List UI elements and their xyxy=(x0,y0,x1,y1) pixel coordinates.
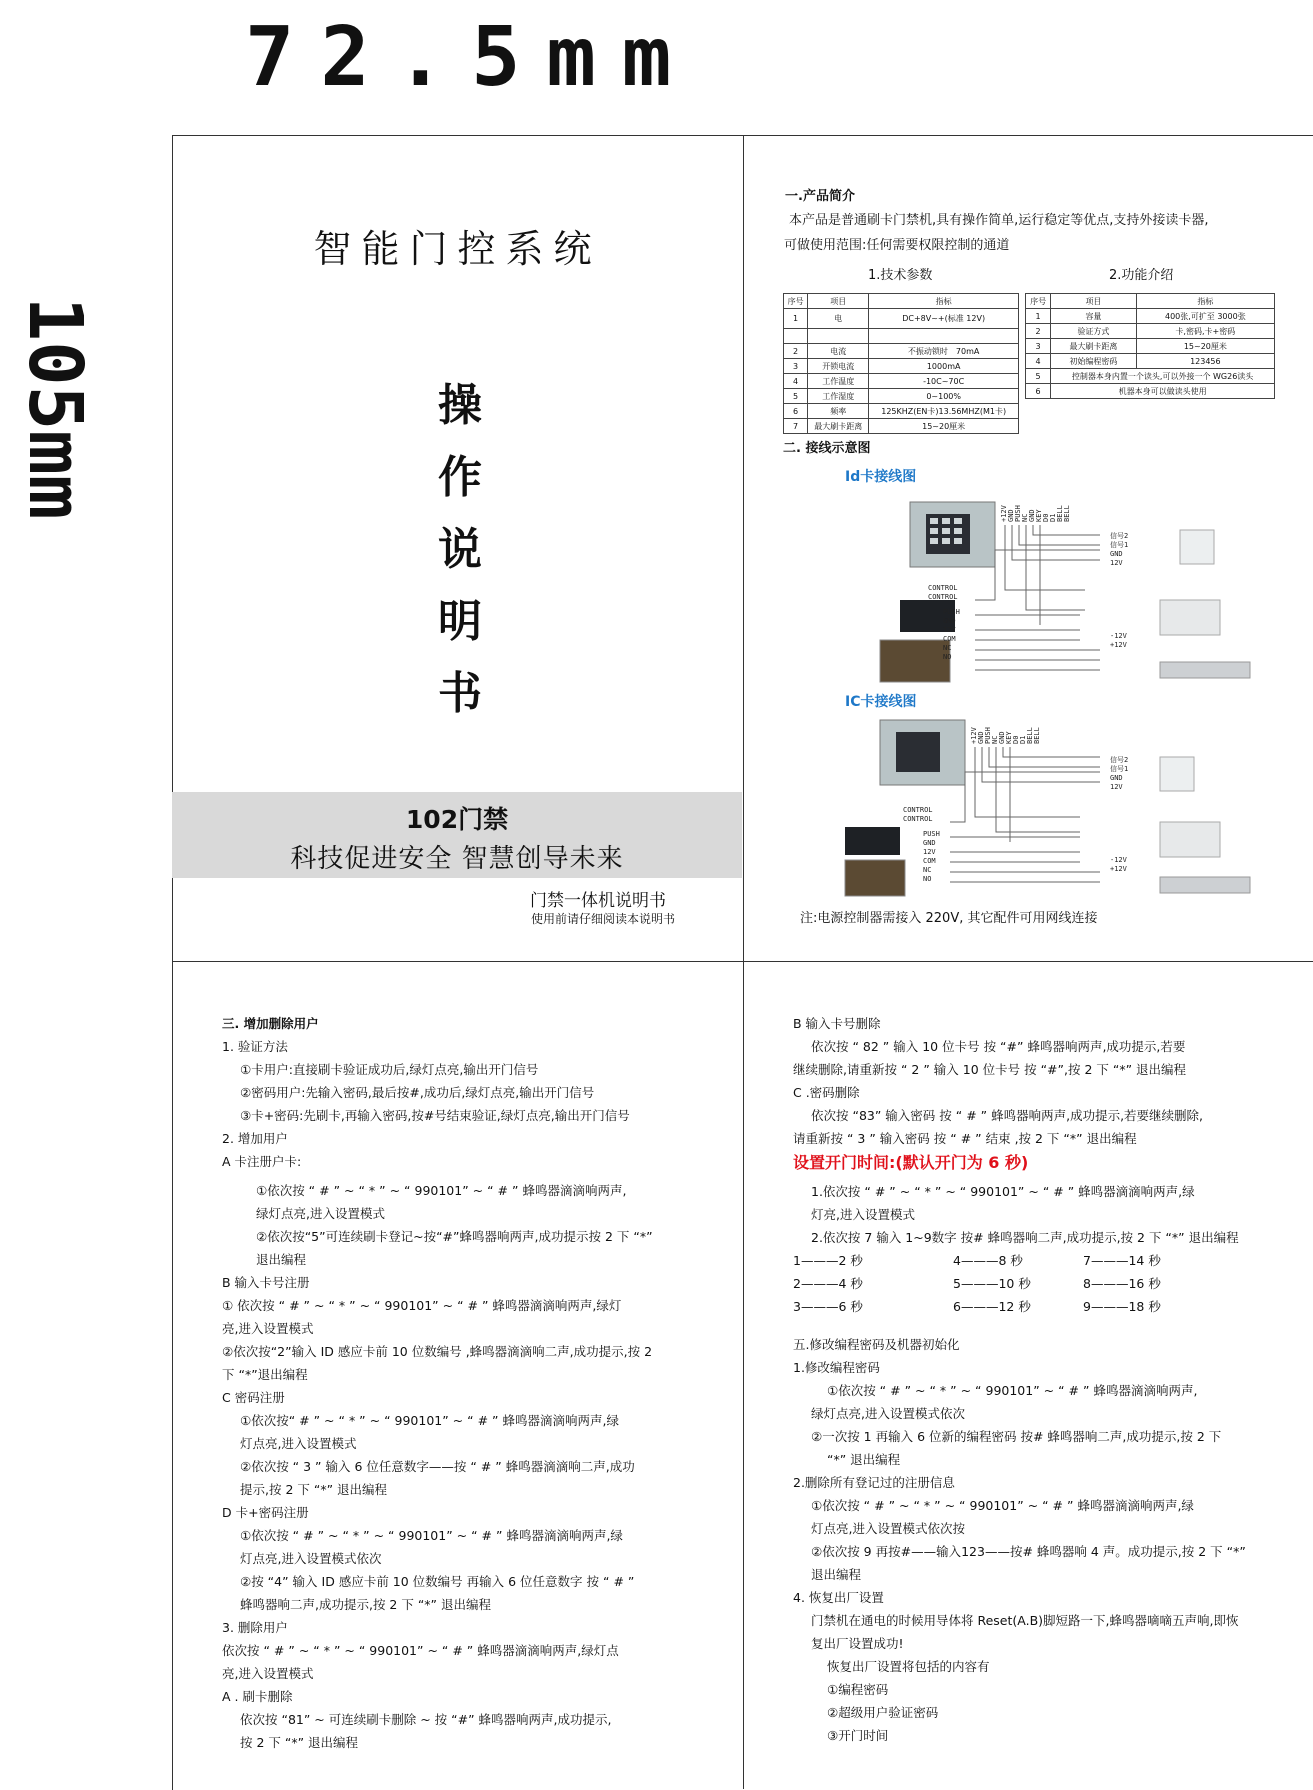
svg-text:CONTROL: CONTROL xyxy=(928,584,958,592)
svg-text:GND: GND xyxy=(977,731,985,744)
tech-params-title: 1.技术参数 xyxy=(868,268,933,283)
cover-note: 使用前请仔细阅读本说明书 xyxy=(531,912,676,926)
vertical-divider xyxy=(743,135,744,1789)
svg-text:12V: 12V xyxy=(1110,559,1123,567)
svg-text:GND: GND xyxy=(923,839,936,847)
svg-text:GND: GND xyxy=(998,731,1006,744)
tech-params-table: 序号 项目 指标 1 电 DC+8V~+(标准 12V) 2 电流 不振动锁时 70mA 3 开锁电流 1000mA 4 工作温度 -10C~70C 5 工作湿度 0~100% 6 频率 125KHZ(EN卡)13.56MHZ(M1卡) 7 最大刷卡距离 15~20厘米 xyxy=(783,293,1019,434)
door-time-title: 设置开门时间:(默认开门为 6 秒) xyxy=(793,1153,1029,1172)
svg-text:COM: COM xyxy=(923,857,936,865)
svg-text:+12V: +12V xyxy=(1110,641,1127,649)
id-card-wiring-diagram xyxy=(780,490,1260,690)
intro-line2: 可做使用范围:任何需要权限控制的通道 xyxy=(784,238,1010,253)
svg-text:D1: D1 xyxy=(1019,735,1027,744)
svg-text:GND: GND xyxy=(1110,550,1123,558)
svg-text:D0: D0 xyxy=(1042,513,1050,522)
maglock-device xyxy=(1160,662,1250,678)
ic-card-wiring-diagram xyxy=(780,712,1260,902)
svg-text:GND: GND xyxy=(943,617,956,625)
page3-text: 三. 增加删除用户 1. 验证方法 ①卡用户:直接刷卡验证成功后,绿灯点亮,输出开门信号 ②密码用户:先输入密码,最后按#,成功后,绿灯点亮,输出开门信号 ③卡+密码:先刷卡,再输入密码,按#号结束验证,绿灯点亮,输出开门信号 2. 增加用户 A 卡注册户卡: ①依次按 “ # ” ~ “ * ” ~ “ 990101” ~ “ # ” 蜂鸣器滴滴响两声, 绿灯点亮,进入设置模式 ②依次按“5”可连续刷卡登记~按“#”蜂鸣器响两声,成功提示按 2 下 “*” 退出编程 B 输入卡号注册 ① 依次按 “ # ” ~ “ * ” ~ “ 990101” ~ “ # ” 蜂鸣器滴滴响两声,绿灯 亮,进入设置模式 ②依次按“2”输入 ID 感应卡前 10 位数编号 ,蜂鸣器滴滴响二声,成功提示,按 2 下 “*”退出编程 C 密码注册 ①依次按“ # ” ~ “ * ” ~ “ 990101” ~ “ # ” 蜂鸣器滴滴响两声,绿 灯点亮,进入设置模式 ②依次按 “ 3 ” 输入 6 位任意数字——按 “ # ” 蜂鸣器滴滴响二声,成功 提示,按 2 下 “*” 退出编程 D 卡+密码注册 ①依次按 “ # ” ~ “ * ” ~ “ 990101” ~ “ # ” 蜂鸣器滴滴响两声,绿 灯点亮,进入设置模式依次 ②按 “4” 输入 ID 感应卡前 10 位数编号 再输入 6 位任意数字 按 “ # ” 蜂鸣器响二声,成功提示,按 2 下 “*” 退出编程 3. 删除用户 依次按 “ # ” ~ “ * ” ~ “ 990101” ~ “ # ” 蜂鸣器滴滴响两声,绿灯点 亮,进入设置模式 A . 刷卡删除 依次按 “81” ~ 可连续刷卡删除 ~ 按 “#” 蜂鸣器响两声,成功提示, 按 2 下 “*” 退出编程 xyxy=(222,1016,653,1750)
page4-top-text: B 输入卡号删除 依次按 “ 82 ” 输入 10 位卡号 按 “#” 蜂鸣器响两声,成功提示,若要 继续删除,请重新按 “ 2 ” 输入 10 位卡号 按 “#”,按 2 下 “*” 退出编程 C .密码删除 依次按 “83” 输入密码 按 “ # ” 蜂鸣器响两声,成功提示,若要继续删除, 请重新按 “ 3 ” 输入密码 按 “ # ” 结束 ,按 2 下 “*” 退出编程 xyxy=(793,1016,1204,1146)
svg-text:D1: D1 xyxy=(1049,513,1057,522)
svg-text:GND: GND xyxy=(1110,774,1123,782)
cover-model: 102门禁 xyxy=(405,805,509,834)
reader-device xyxy=(1160,822,1220,857)
svg-text:+12V: +12V xyxy=(1000,505,1008,522)
cover-subtitle: 门禁一体机说明书 xyxy=(530,891,666,911)
cover-vertical-title: 操 作 说 明 书 xyxy=(438,380,482,719)
svg-text:BELL: BELL xyxy=(1063,505,1071,522)
ic-card-diagram-title: IC卡接线图 xyxy=(845,694,917,710)
maglock-device xyxy=(1160,877,1250,893)
svg-text:PUSH: PUSH xyxy=(943,608,960,616)
svg-text:-12V: -12V xyxy=(1110,856,1127,864)
svg-text:BELL: BELL xyxy=(1056,505,1064,522)
page4-bottom-text: 五.修改编程密码及机器初始化 1.修改编程密码 ①依次按 “ # ” ~ “ * ” ~ “ 990101” ~ “ # ” 蜂鸣器滴滴响两声, 绿灯点亮,进入设置模式依次 ②一次按 1 再输入 6 位新的编程密码 按# 蜂鸣器响二声,成功提示,按 2 下 “*” 退出编程 2.删除所有登记过的注册信息 ①依次按 “ # ” ~ “ * ” ~ “ 990101” ~ “ # ” 蜂鸣器滴滴响两声,绿 灯点亮,进入设置模式依次按 ②依次按 9 再按#——输入123——按# 蜂鸣器响 4 声。成功提示,按 2 下 “*” 退出编程 4. 恢复出厂设置 门禁机在通电的时候用导体将 Reset(A.B)脚短路一下,蜂鸣器嘀嘀五声响,即恢 复出厂设置成功! 恢复出厂设置将包括的内容有 ①编程密码 ②超级用户验证密码 ③开门时间 xyxy=(793,1337,1246,1743)
svg-text:CONTROL: CONTROL xyxy=(928,593,958,601)
width-dimension-label: 72.5mm xyxy=(245,10,698,105)
id-card-diagram-title: Id卡接线图 xyxy=(845,469,917,485)
function-table: 序号 项目 指标 1 容量 400张,可扩至 3000张 2 验证方式 卡,密码,卡+密码 3 最大刷卡距离 15~20厘米 4 初始编程密码 123456 5 控制器本身内置一个读头,可以外接一个 WG26读头 6 机器本身可以做读头使用 xyxy=(1025,293,1275,399)
intro-heading: 一.产品简介 xyxy=(785,189,855,204)
reader-device xyxy=(1160,600,1220,635)
door-time-text: 1.依次按 “ # ” ~ “ * ” ~ “ 990101” ~ “ # ” 蜂鸣器滴滴响两声,绿 灯亮,进入设置模式 2.依次按 7 输入 1~9数字 按# 蜂鸣器响二声,成功提示,按 2 下 “*” 退出编程 xyxy=(811,1184,1239,1245)
power-board xyxy=(845,860,905,896)
svg-text:12V: 12V xyxy=(1110,783,1123,791)
svg-text:BELL: BELL xyxy=(1033,727,1041,744)
svg-text:-12V: -12V xyxy=(1110,632,1127,640)
svg-text:PUSH: PUSH xyxy=(923,830,940,838)
horizontal-divider xyxy=(172,961,1313,962)
cover-slogan-band xyxy=(172,792,742,878)
svg-text:PUSH: PUSH xyxy=(1014,505,1022,522)
svg-text:12V: 12V xyxy=(923,848,936,856)
svg-text:+12V: +12V xyxy=(970,727,978,744)
svg-text:NC: NC xyxy=(991,735,999,744)
svg-text:KEY: KEY xyxy=(1035,509,1043,522)
svg-text:信号1: 信号1 xyxy=(1110,765,1129,773)
svg-text:12V: 12V xyxy=(943,626,956,634)
svg-text:NC: NC xyxy=(943,644,952,652)
svg-text:CONTROL: CONTROL xyxy=(903,815,933,823)
intro-line1: 本产品是普通刷卡门禁机,具有操作简单,运行稳定等优点,支持外接读卡器, xyxy=(789,213,1209,228)
svg-text:NC: NC xyxy=(923,866,932,874)
svg-text:BELL: BELL xyxy=(1026,727,1034,744)
controller-device xyxy=(845,827,900,855)
svg-text:NC: NC xyxy=(1021,513,1029,522)
svg-text:信号2: 信号2 xyxy=(1110,756,1129,764)
svg-text:CONTROL: CONTROL xyxy=(903,806,933,814)
door-time-table: 1———2 秒 4———8 秒 7———14 秒 2———4 秒 5———10 秒 8———16 秒 3———6 秒 6———12 秒 9———18 秒 xyxy=(793,1253,1161,1314)
cover-slogan: 科技促进安全 智慧创导未来 xyxy=(290,844,624,874)
cover-title: 智能门控系统 xyxy=(313,227,602,271)
height-dimension-label: 105mm xyxy=(12,296,98,520)
svg-text:COM: COM xyxy=(943,635,956,643)
svg-text:NO: NO xyxy=(943,653,952,661)
power-board xyxy=(880,640,950,682)
wiring-note: 注:电源控制器需接入 220V, 其它配件可用网线连接 xyxy=(800,911,1098,926)
svg-text:D0: D0 xyxy=(1012,735,1020,744)
exit-button-device xyxy=(1180,530,1214,564)
svg-text:信号1: 信号1 xyxy=(1110,541,1129,549)
svg-text:PUSH: PUSH xyxy=(984,727,992,744)
function-title: 2.功能介绍 xyxy=(1109,268,1174,283)
svg-text:GND: GND xyxy=(1007,509,1015,522)
wiring-heading: 二. 接线示意图 xyxy=(783,441,871,456)
exit-button-device xyxy=(1160,757,1194,791)
svg-text:GND: GND xyxy=(1028,509,1036,522)
svg-text:NO: NO xyxy=(923,875,932,883)
svg-text:信号2: 信号2 xyxy=(1110,532,1129,540)
svg-text:KEY: KEY xyxy=(1005,731,1013,744)
svg-text:+12V: +12V xyxy=(1110,865,1127,873)
